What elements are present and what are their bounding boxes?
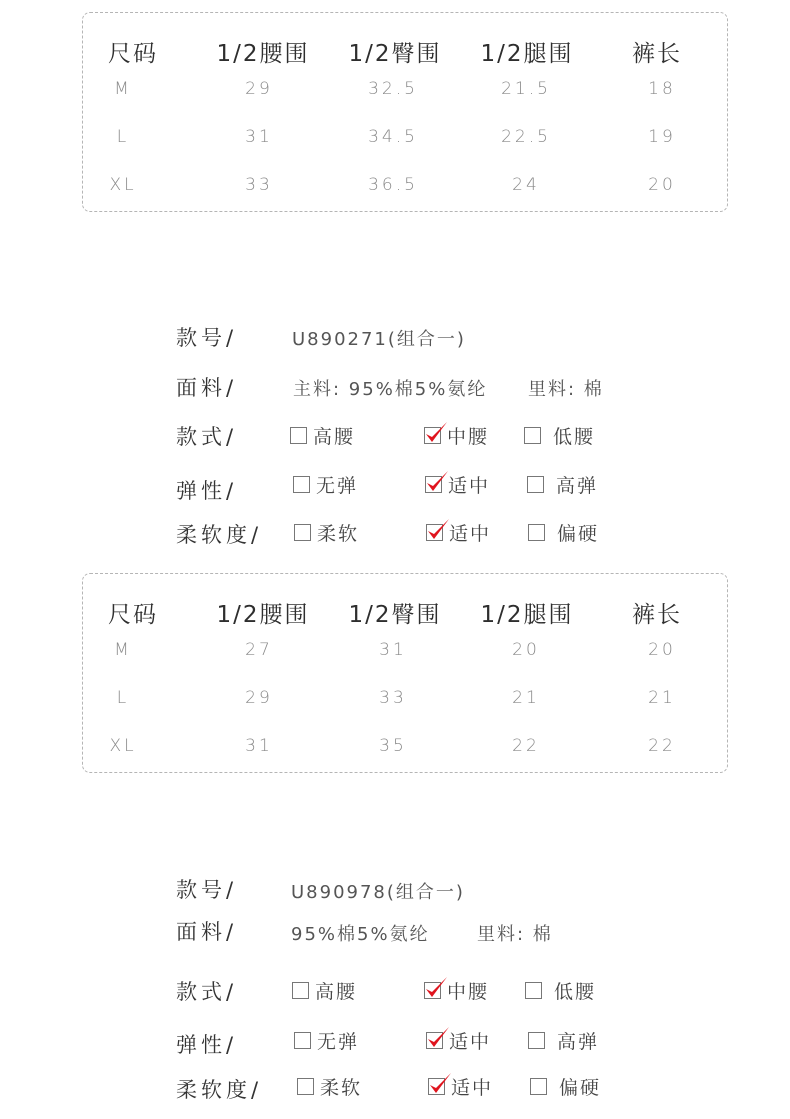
style-label: 款式/	[176, 425, 238, 449]
option-no-stretch[interactable]: 无弹	[293, 471, 358, 498]
table-cell: 21	[648, 688, 676, 708]
table-header: 1/2腰围	[216, 41, 310, 67]
table-cell: 31	[379, 640, 407, 660]
table-cell: 29	[245, 688, 273, 708]
fabric-main: 95%棉5%氨纶	[291, 924, 430, 945]
elasticity-label: 弹性/	[176, 479, 238, 503]
option-soft[interactable]: 柔软	[297, 1073, 362, 1100]
option-soft[interactable]: 柔软	[294, 519, 359, 546]
option-medium-soft[interactable]: 适中	[426, 519, 491, 546]
table-cell: 31	[245, 127, 273, 147]
size-table-1	[82, 12, 728, 212]
fabric-label: 面料/	[176, 376, 238, 400]
table-cell: 36.5	[368, 175, 418, 195]
empty-checkbox-icon[interactable]	[294, 1032, 311, 1049]
fabric-label: 面料/	[176, 920, 238, 944]
red-check-mark-icon[interactable]	[426, 1032, 443, 1049]
table-cell: L	[116, 688, 130, 708]
table-cell: 32.5	[368, 79, 418, 99]
fabric-lining: 里料: 棉	[528, 379, 604, 400]
size-table-2	[82, 573, 728, 773]
option-medium-soft[interactable]: 适中	[428, 1073, 493, 1100]
table-cell: XL	[109, 736, 137, 756]
fabric-lining: 里料: 棉	[477, 924, 553, 945]
table-cell: M	[114, 640, 132, 660]
table-header: 尺码	[108, 602, 158, 628]
table-cell: 22	[512, 736, 540, 756]
empty-checkbox-icon[interactable]	[297, 1078, 314, 1095]
table-header: 1/2腿围	[480, 41, 574, 67]
option-high-waist[interactable]: 高腰	[290, 422, 355, 449]
table-cell: 31	[245, 736, 273, 756]
option-firm[interactable]: 偏硬	[528, 519, 599, 546]
table-header: 1/2腿围	[480, 602, 574, 628]
table-cell: 34.5	[368, 127, 418, 147]
table-cell: L	[116, 127, 130, 147]
fabric-main: 主料: 95%棉5%氨纶	[293, 379, 488, 400]
table-cell: M	[114, 79, 132, 99]
option-medium-stretch[interactable]: 适中	[425, 471, 490, 498]
red-check-mark-icon[interactable]	[425, 476, 442, 493]
table-cell: 20	[648, 175, 676, 195]
table-cell: 22	[648, 736, 676, 756]
table-cell: 29	[245, 79, 273, 99]
option-medium-stretch[interactable]: 适中	[426, 1027, 491, 1054]
table-header: 1/2腰围	[216, 602, 310, 628]
model-label: 款号/	[176, 326, 238, 350]
table-cell: 20	[648, 640, 676, 660]
table-cell: 21	[512, 688, 540, 708]
model-label: 款号/	[176, 878, 238, 902]
option-low-waist[interactable]: 低腰	[525, 977, 596, 1004]
empty-checkbox-icon[interactable]	[528, 524, 545, 541]
empty-checkbox-icon[interactable]	[528, 1032, 545, 1049]
empty-checkbox-icon[interactable]	[530, 1078, 547, 1095]
softness-label: 柔软度/	[176, 523, 263, 547]
option-low-waist[interactable]: 低腰	[524, 422, 595, 449]
table-cell: XL	[109, 175, 137, 195]
table-header: 裤长	[632, 602, 682, 628]
model-number: U890271(组合一)	[292, 329, 466, 350]
table-cell: 33	[379, 688, 407, 708]
option-firm[interactable]: 偏硬	[530, 1073, 601, 1100]
table-cell: 21.5	[501, 79, 551, 99]
table-cell: 27	[245, 640, 273, 660]
empty-checkbox-icon[interactable]	[294, 524, 311, 541]
empty-checkbox-icon[interactable]	[293, 476, 310, 493]
empty-checkbox-icon[interactable]	[524, 427, 541, 444]
option-high-stretch[interactable]: 高弹	[528, 1027, 599, 1054]
table-cell: 22.5	[501, 127, 551, 147]
red-check-mark-icon[interactable]	[428, 1078, 445, 1095]
table-header: 裤长	[632, 41, 682, 67]
red-check-mark-icon[interactable]	[424, 427, 441, 444]
table-cell: 20	[512, 640, 540, 660]
red-check-mark-icon[interactable]	[426, 524, 443, 541]
style-label: 款式/	[176, 980, 238, 1004]
option-high-waist[interactable]: 高腰	[292, 977, 357, 1004]
elasticity-label: 弹性/	[176, 1033, 238, 1057]
empty-checkbox-icon[interactable]	[527, 476, 544, 493]
table-cell: 33	[245, 175, 273, 195]
table-cell: 19	[648, 127, 676, 147]
option-mid-waist[interactable]: 中腰	[424, 977, 489, 1004]
option-no-stretch[interactable]: 无弹	[294, 1027, 359, 1054]
empty-checkbox-icon[interactable]	[292, 982, 309, 999]
table-header: 1/2臀围	[348, 41, 442, 67]
red-check-mark-icon[interactable]	[424, 982, 441, 999]
option-high-stretch[interactable]: 高弹	[527, 471, 598, 498]
table-cell: 18	[648, 79, 676, 99]
table-header: 1/2臀围	[348, 602, 442, 628]
option-mid-waist[interactable]: 中腰	[424, 422, 489, 449]
table-header: 尺码	[108, 41, 158, 67]
empty-checkbox-icon[interactable]	[290, 427, 307, 444]
softness-label: 柔软度/	[176, 1078, 263, 1102]
model-number: U890978(组合一)	[291, 882, 465, 903]
table-cell: 35	[379, 736, 407, 756]
table-cell: 24	[512, 175, 540, 195]
empty-checkbox-icon[interactable]	[525, 982, 542, 999]
